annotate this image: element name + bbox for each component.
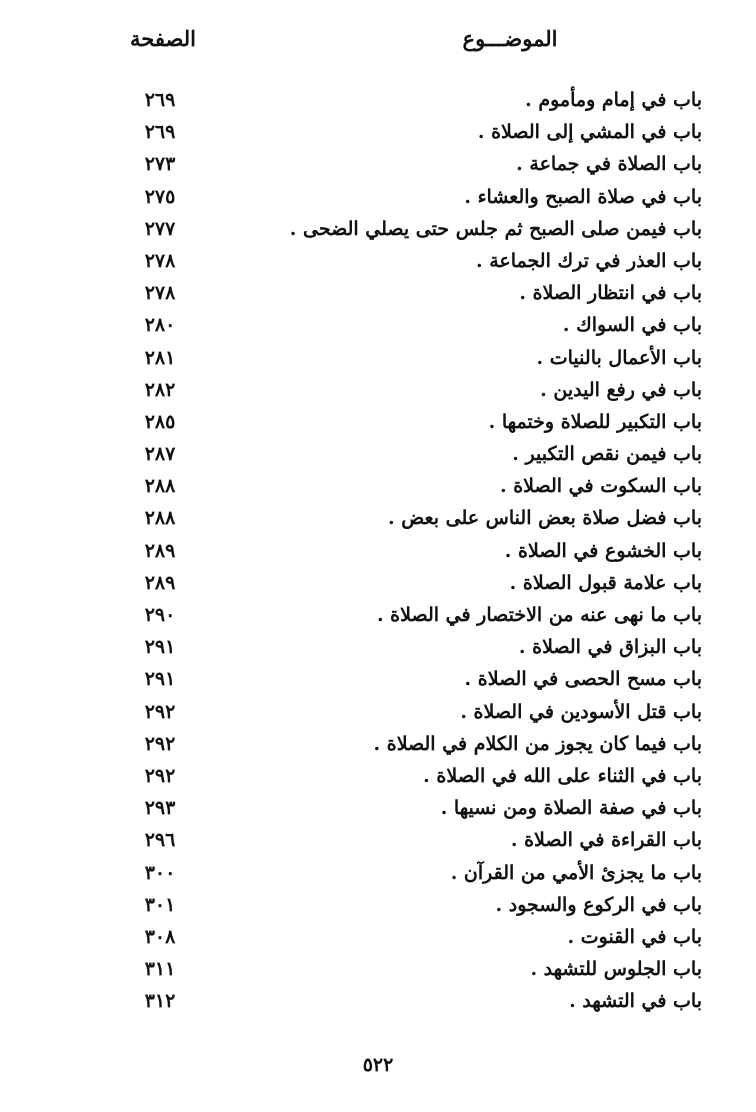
toc-entry bbox=[120, 309, 702, 341]
toc-entry-page: ٢٩١ bbox=[144, 668, 176, 691]
toc-entry-title: باب فيمن صلى الصبح ثم جلس حتى يصلي الضحى . bbox=[289, 217, 702, 240]
toc-entry bbox=[120, 696, 702, 728]
toc-entry-title: باب الخشوع في الصلاة . bbox=[504, 539, 702, 562]
toc-entry bbox=[120, 792, 702, 824]
toc-entry bbox=[120, 148, 702, 180]
toc-entry-title: باب قتل الأسودين في الصلاة . bbox=[460, 700, 702, 723]
toc-entry-page: ٢٩١ bbox=[144, 636, 176, 659]
toc-entry-page: ٢٧٣ bbox=[144, 153, 176, 176]
toc-entry-page: ٢٧٨ bbox=[144, 282, 176, 305]
toc-entry-page: ٢٧٥ bbox=[144, 185, 176, 208]
toc-entry bbox=[120, 470, 702, 502]
toc-entry-title: باب ما يجزئ الأمي من القرآن . bbox=[450, 861, 702, 884]
toc-entry-title: باب فيما كان يجوز من الكلام في الصلاة . bbox=[373, 732, 702, 755]
toc-entry-title: باب علامة قبول الصلاة . bbox=[509, 571, 702, 594]
toc-entry-page: ٢٩٦ bbox=[144, 829, 176, 852]
toc-entry-title: باب الصلاة في جماعة . bbox=[516, 153, 702, 176]
toc-entry bbox=[120, 406, 702, 438]
topic-column-header: الموضـــوع bbox=[462, 26, 558, 51]
toc-entry-title: باب القراءة في الصلاة . bbox=[510, 829, 702, 852]
toc-entry-title: باب السكوت في الصلاة . bbox=[499, 475, 702, 498]
toc-entry-page: ٢٧٧ bbox=[144, 217, 176, 240]
toc-entry bbox=[120, 245, 702, 277]
toc-entry-page: ٣٠٨ bbox=[144, 925, 176, 948]
toc-entry bbox=[120, 663, 702, 695]
toc-entry-title: باب في الثناء على الله في الصلاة . bbox=[423, 764, 702, 787]
toc-entry-page: ٢٨٥ bbox=[144, 410, 176, 433]
toc-entry bbox=[120, 502, 702, 534]
toc-entry-page: ٢٨١ bbox=[144, 346, 176, 369]
toc-entry-page: ٢٨٧ bbox=[144, 443, 176, 466]
page-column-header: الصفحة bbox=[130, 26, 196, 51]
toc-entry-title: باب في السواك . bbox=[562, 314, 702, 337]
toc-entry bbox=[120, 921, 702, 953]
toc-entry bbox=[120, 889, 702, 921]
toc-entry bbox=[120, 631, 702, 663]
toc-entry-title: باب في الركوع والسجود . bbox=[495, 893, 702, 916]
toc-entry-page: ٢٦٩ bbox=[144, 89, 176, 111]
toc-entry-page: ٢٨٩ bbox=[144, 571, 176, 594]
toc-entry bbox=[120, 728, 702, 760]
toc-entry-page: ٢٩٢ bbox=[144, 700, 176, 723]
toc-entry-page: ٢٨٢ bbox=[144, 378, 176, 401]
toc-entry-page: ٢٩٢ bbox=[144, 732, 176, 755]
toc-entry-title: باب في صلاة الصبح والعشاء . bbox=[464, 185, 702, 208]
toc-entry-page: ٢٨٨ bbox=[144, 507, 176, 530]
toc-entry-title: باب فضل صلاة بعض الناس على بعض . bbox=[388, 507, 702, 530]
toc-entry-title: باب الأعمال بالنيات . bbox=[536, 346, 702, 369]
toc-entry-title: باب البزاق في الصلاة . bbox=[518, 636, 702, 659]
toc-entry-page: ٢٨٠ bbox=[144, 314, 176, 337]
toc-entry-title: باب في المشي إلى الصلاة . bbox=[477, 121, 702, 144]
toc-entry-page: ٢٧٨ bbox=[144, 249, 176, 272]
toc-entry-title: باب في صفة الصلاة ومن نسيها . bbox=[440, 797, 702, 820]
toc-entry-title: باب فيمن نقص التكبير . bbox=[512, 443, 702, 466]
toc-entry bbox=[120, 953, 702, 985]
toc-entry bbox=[120, 567, 702, 599]
toc-entry bbox=[120, 438, 702, 470]
toc-entry bbox=[120, 599, 702, 631]
toc-entry-page: ٢٨٨ bbox=[144, 475, 176, 498]
toc-entry-page: ٢٩٢ bbox=[144, 764, 176, 787]
toc-entry-title: باب في القنوت . bbox=[567, 925, 702, 948]
toc-entry bbox=[120, 181, 702, 213]
toc-entry bbox=[120, 760, 702, 792]
toc-entry-title: باب في انتظار الصلاة . bbox=[519, 282, 702, 305]
toc-entry-title: باب التكبير للصلاة وختمها . bbox=[488, 410, 702, 433]
toc-entry-page: ٢٩٣ bbox=[144, 797, 176, 820]
toc-entry bbox=[120, 985, 702, 1017]
toc-entry-page: ٢٦٩ bbox=[144, 121, 176, 144]
toc-entry-title: باب في إمام ومأموم . bbox=[525, 89, 702, 111]
toc-entry-page: ٣٠٠ bbox=[144, 861, 176, 884]
toc-entry-title: باب الجلوس للتشهد . bbox=[530, 958, 702, 981]
toc-entry-page: ٣٠١ bbox=[144, 893, 176, 916]
toc-entry bbox=[120, 857, 702, 889]
toc-entry bbox=[120, 824, 702, 856]
toc-entry-title: باب العذر في ترك الجماعة . bbox=[475, 249, 702, 272]
toc-entry bbox=[120, 342, 702, 374]
toc-entry bbox=[120, 213, 702, 245]
toc-entry bbox=[120, 116, 702, 148]
toc-entry bbox=[120, 535, 702, 567]
toc-entry bbox=[120, 84, 702, 116]
toc-entry-page: ٣١١ bbox=[144, 958, 176, 981]
toc-entry-title: باب مسح الحصى في الصلاة . bbox=[464, 668, 702, 691]
toc-entry-title: باب في التشهد . bbox=[569, 990, 702, 1013]
toc-entry-page: ٢٩٠ bbox=[144, 604, 176, 626]
toc-entry-title: باب ما نهى عنه من الاختصار في الصلاة . bbox=[376, 604, 702, 626]
toc-entry-title: باب في رفع اليدين . bbox=[540, 378, 702, 401]
toc-entry bbox=[120, 374, 702, 406]
toc-entry-page: ٢٨٩ bbox=[144, 539, 176, 562]
table-of-contents bbox=[120, 84, 702, 1017]
toc-entry bbox=[120, 277, 702, 309]
toc-entry-page: ٣١٢ bbox=[144, 990, 176, 1013]
page-number: ٥٢٢ bbox=[362, 1054, 394, 1076]
